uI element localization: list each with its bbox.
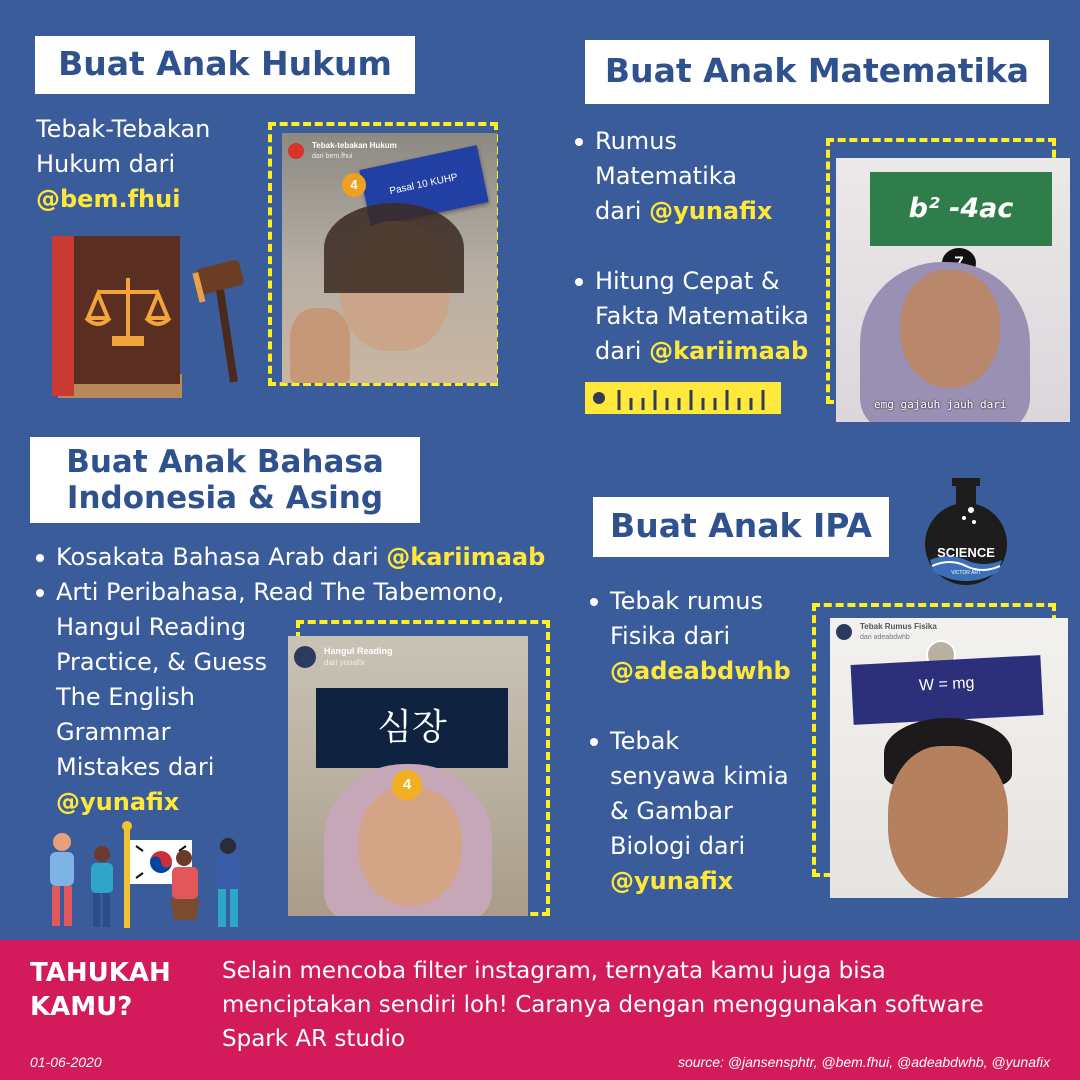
footer-banner (0, 940, 1080, 1080)
footer-heading-l1: TAHUKAH (30, 958, 171, 988)
bahasa-item-2-l1: Arti Peribahasa, Read The Tabemono, (56, 578, 505, 606)
matematika-face (900, 270, 1000, 388)
matematika-item-2-l1: Hitung Cepat & (595, 267, 780, 295)
science-logo (924, 478, 1008, 588)
matematika-list (573, 124, 809, 369)
ipa-item-2 (588, 724, 791, 899)
hukum-handle[interactable]: @bem.fhui (36, 185, 181, 213)
person-2 (91, 846, 113, 927)
gavel-icon (192, 259, 244, 382)
bahasa-item-1 (34, 540, 545, 575)
footer-source: source: @jansensphtr, @bem.fhui, @adeabdwhb, @yunafix (677, 1054, 1050, 1070)
ipa-item-2-l3: & Gambar (610, 797, 733, 825)
bahasa-item-2-l6: Mistakes dari (56, 753, 215, 781)
hukum-story-sub: dari bem.fhui (312, 153, 353, 160)
ipa-story-avatar (836, 624, 852, 640)
matematika-item-1-l3: dari (595, 197, 650, 225)
book-spine (52, 236, 74, 396)
hukum-story-title: Tebak-tebakan Hukum (312, 141, 397, 150)
hukum-hand (290, 308, 350, 383)
footer-text (222, 954, 984, 1056)
matematika-title-text: Buat Anak Matematika (604, 51, 1030, 90)
matematika-item-2-l3: dari (595, 337, 650, 365)
hukum-title-text: Buat Anak Hukum (58, 44, 392, 83)
ipa-item-2-handle[interactable]: @yunafix (610, 867, 734, 895)
ipa-title-text: Buat Anak IPA (610, 506, 872, 545)
science-logo-sub: VICTOR ART (951, 570, 981, 576)
matematika-item-2-l2: Fakta Matematika (595, 302, 809, 330)
bahasa-story-avatar (294, 646, 316, 668)
footer-text-l1: Selain mencoba filter instagram, ternyata kamu juga bisa (222, 958, 886, 984)
ipa-item-1 (588, 584, 791, 689)
person-1 (50, 833, 74, 926)
hukum-line-1: Tebak-Tebakan (36, 115, 211, 143)
matematika-item-1 (573, 124, 809, 229)
law-book-illustration (48, 234, 248, 404)
matematika-title (585, 40, 1049, 104)
person-4 (216, 838, 240, 927)
ipa-story-screenshot[interactable] (830, 618, 1068, 898)
matematika-story-screenshot[interactable] (836, 158, 1070, 422)
hukum-filter-card-text: Pasal 10 KUHP (388, 171, 459, 198)
bahasa-item-1-text: Kosakata Bahasa Arab dari (56, 543, 387, 571)
bahasa-item-2-l5: Grammar (56, 718, 171, 746)
bahasa-title-line-1: Buat Anak Bahasa (66, 444, 384, 480)
science-logo-text: SCIENCE (937, 545, 995, 560)
bahasa-filter-card-text: 심장 (377, 707, 447, 748)
ipa-item-1-l2: Fisika dari (610, 622, 731, 650)
matematika-item-1-l1: Rumus (595, 127, 677, 155)
hukum-line-2: Hukum dari (36, 150, 176, 178)
matematika-filter-card (870, 172, 1052, 246)
ipa-filter-card (851, 655, 1044, 725)
bahasa-filter-badge: 4 (392, 770, 422, 800)
bahasa-story-title: Hangul Reading (324, 646, 393, 656)
matematika-caption: emg gajauh jauh dari (874, 398, 1007, 411)
bahasa-item-2-l2: Hangul Reading (56, 613, 247, 641)
ipa-story-sub: dari adeabdwhb (860, 634, 910, 641)
ipa-item-1-l1: Tebak rumus (610, 587, 763, 615)
hukum-hair (324, 203, 464, 293)
footer-date: 01-06-2020 (30, 1054, 102, 1070)
bahasa-story-sub: dari yunafix (324, 658, 365, 667)
hukum-title (35, 36, 415, 94)
footer-heading-l2: KAMU? (30, 992, 133, 1022)
footer-text-l2: menciptakan sendiri loh! Caranya dengan menggunakan software (222, 992, 984, 1018)
bahasa-item-2-l4: The English (56, 683, 195, 711)
matematika-item-2 (573, 264, 809, 369)
people-flag-illustration (40, 820, 254, 932)
ipa-item-2-l1: Tebak (610, 727, 680, 755)
hukum-filter-badge: 4 (342, 173, 366, 197)
ipa-item-1-handle[interactable]: @adeabdwhb (610, 657, 791, 685)
matematika-filter-card-text: b² -4ac (908, 193, 1014, 224)
ipa-title (593, 497, 889, 557)
footer-text-l3: Spark AR studio (222, 1026, 406, 1052)
ipa-item-2-l2: senyawa kimia (610, 762, 789, 790)
footer-heading (30, 956, 171, 1024)
bahasa-filter-card (316, 688, 508, 768)
bahasa-title (30, 437, 420, 523)
ipa-list (588, 584, 791, 899)
bahasa-item-2-l3: Practice, & Guess (56, 648, 268, 676)
bahasa-item-2-handle[interactable]: @yunafix (56, 788, 180, 816)
hukum-description (36, 112, 210, 217)
hukum-story-avatar (288, 143, 304, 159)
ruler-illustration (585, 382, 781, 414)
matematika-item-2-handle[interactable]: @kariimaab (649, 337, 809, 365)
ipa-filter-card-text: W = mg (918, 674, 975, 695)
ipa-item-2-l4: Biologi dari (610, 832, 746, 860)
hukum-story-screenshot[interactable] (282, 133, 497, 383)
bahasa-title-line-2: Indonesia & Asing (66, 480, 384, 516)
ipa-story-title: Tebak Rumus Fisika (860, 622, 937, 631)
bahasa-story-screenshot[interactable] (288, 636, 528, 916)
bahasa-item-1-handle[interactable]: @kariimaab (386, 543, 546, 571)
bahasa-face (358, 786, 462, 906)
matematika-item-1-handle[interactable]: @yunafix (649, 197, 773, 225)
ipa-face (888, 746, 1008, 898)
matematika-item-1-l2: Matematika (595, 162, 737, 190)
